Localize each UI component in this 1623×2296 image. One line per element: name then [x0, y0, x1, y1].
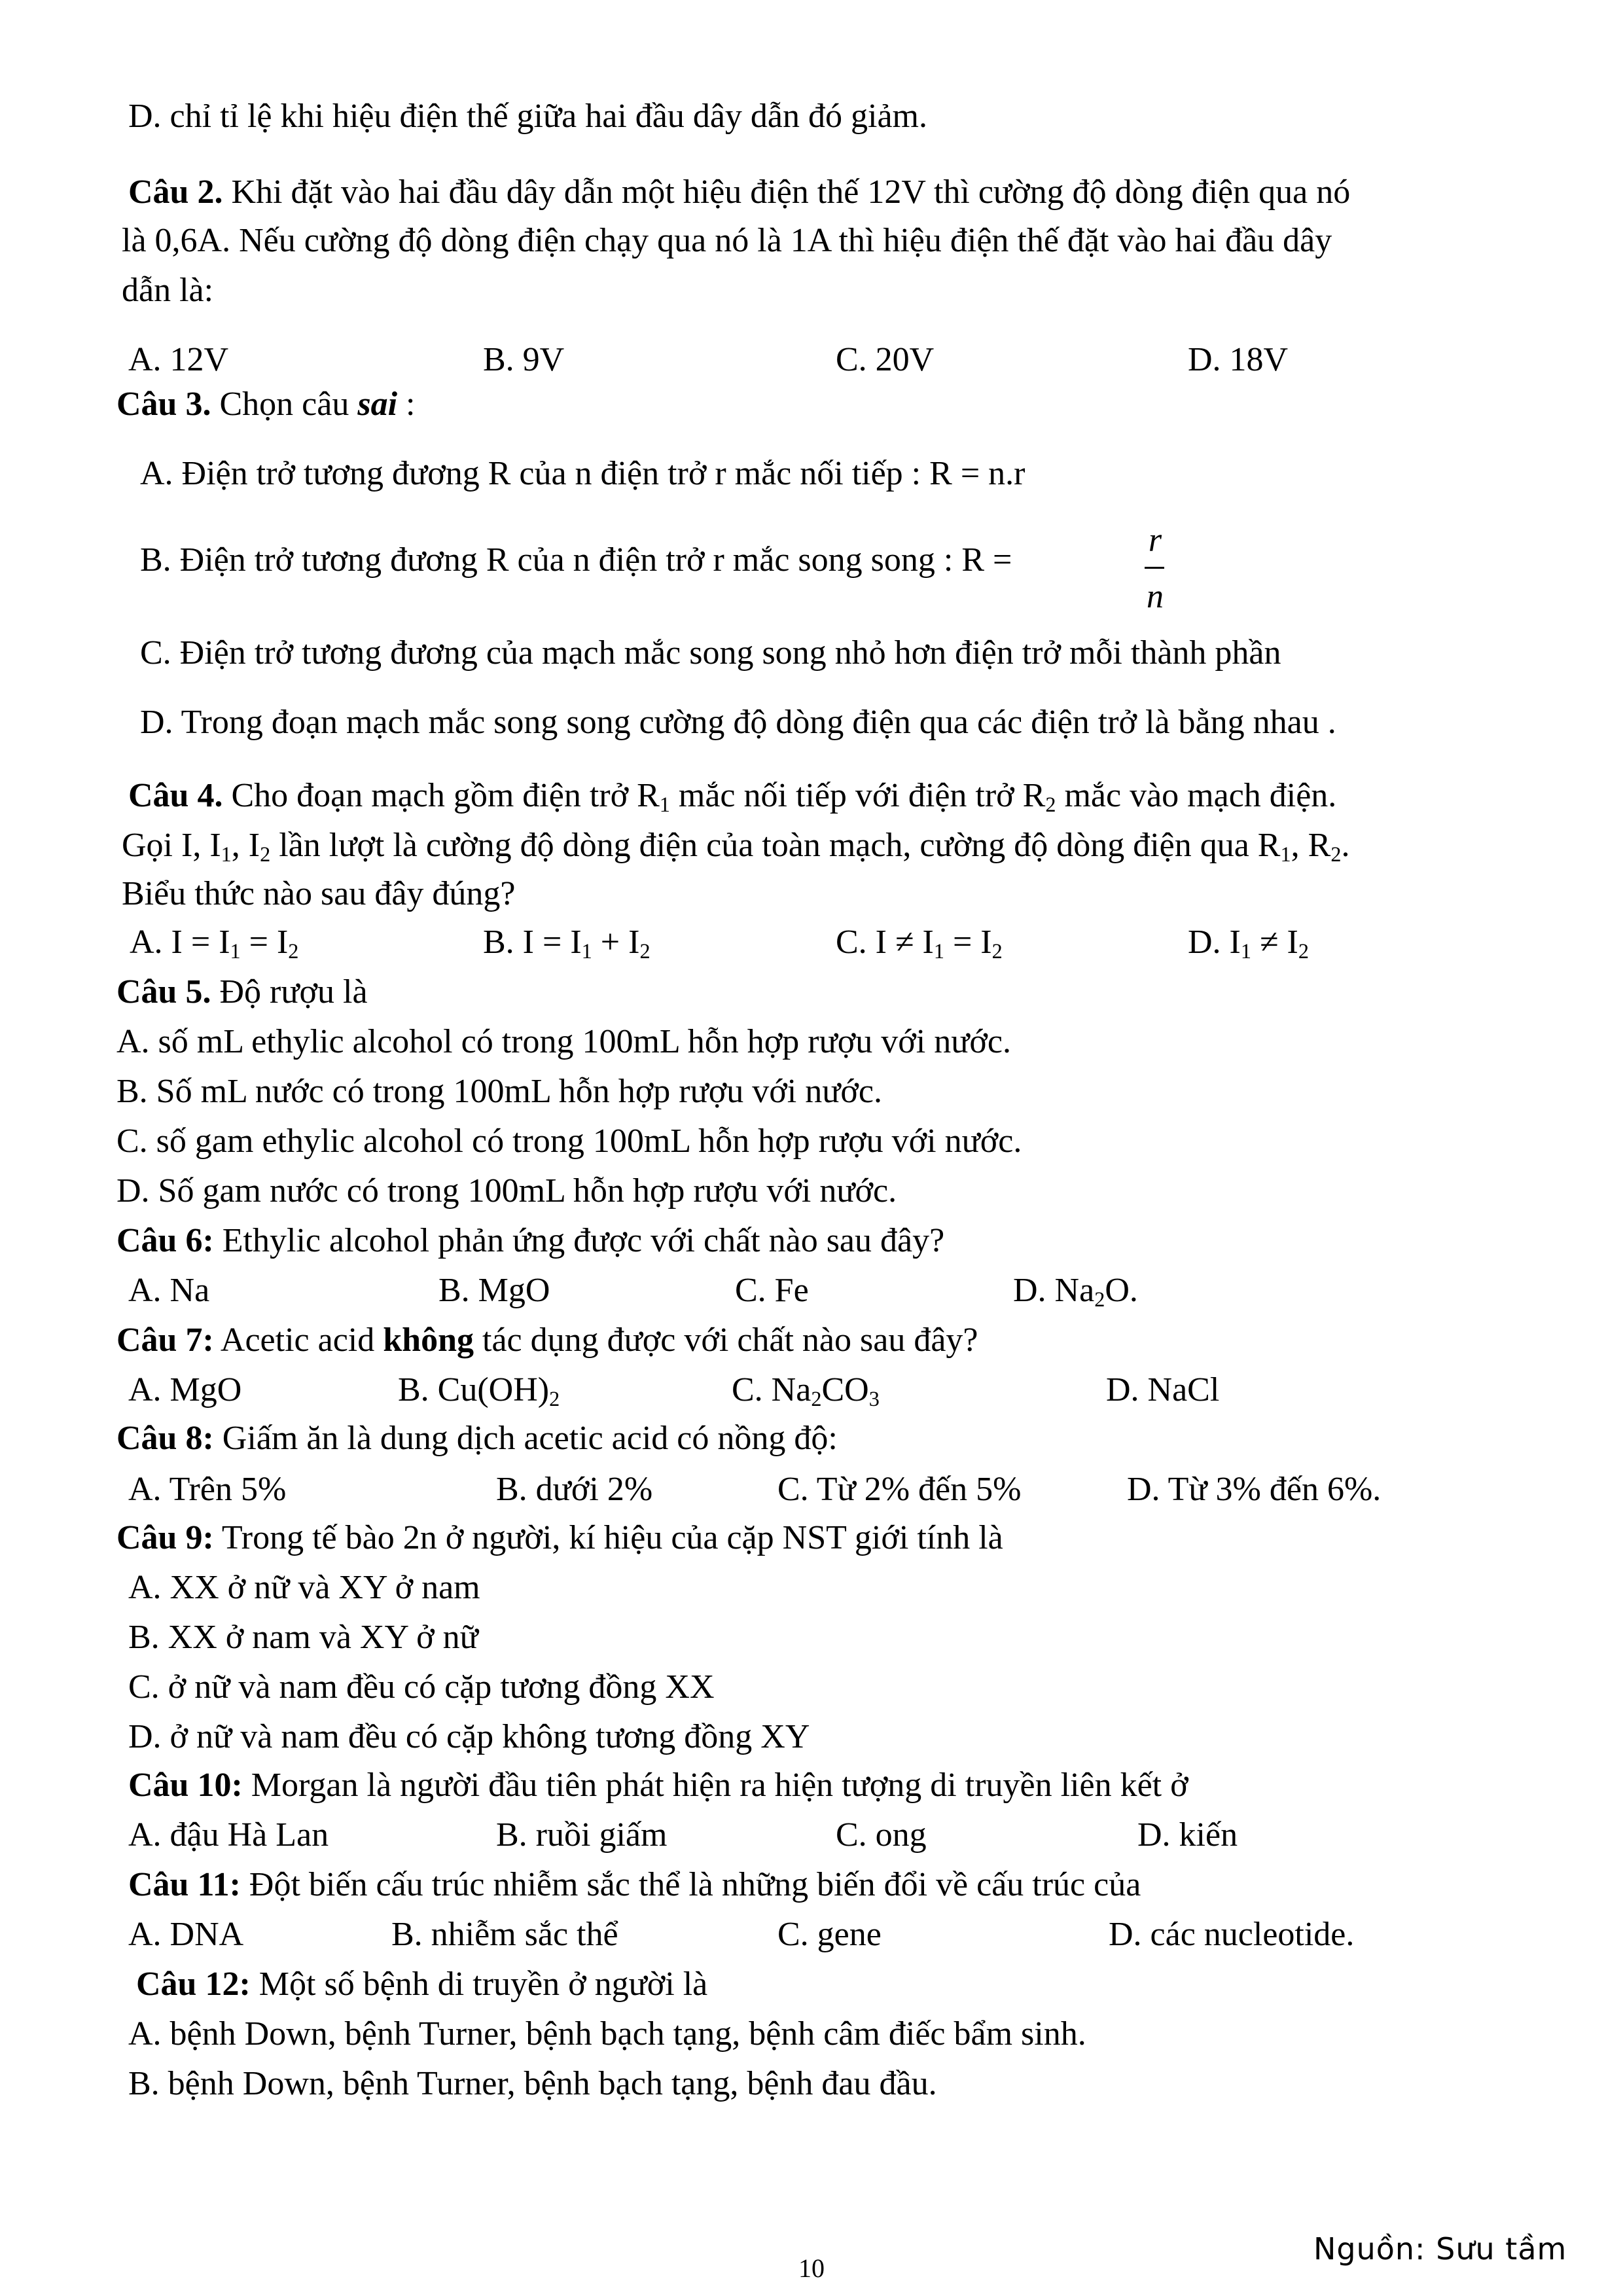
q11-option-d: D. các nucleotide. — [1109, 1916, 1355, 1953]
q7-option-b: B. $Cu(OH)_2$ — [398, 1371, 560, 1411]
q9-option-c: C. ở nữ và nam đều có cặp tương đồng XX — [128, 1668, 715, 1706]
q6-option-b: B. MgO — [438, 1272, 550, 1309]
q5-text: Độ rượu là — [211, 973, 368, 1011]
q8-label: Câu 8: — [116, 1420, 214, 1457]
q8-option-c: C. Từ 2% đến 5% — [777, 1471, 1022, 1508]
q2-line-3: dẫn là: — [122, 272, 214, 309]
q11-option-c: C. gene — [777, 1916, 882, 1953]
q7-option-a: A. MgO — [128, 1371, 242, 1408]
q3-option-b: B. Điện trở tương đương R của n điện trở r mắc song song : R = — [140, 541, 1012, 579]
q7-stem — [116, 1323, 978, 1357]
q6-stem — [116, 1224, 944, 1258]
q7-label: Câu 7: — [116, 1321, 214, 1359]
fraction-numerator: r — [1148, 522, 1162, 559]
q9-text: Trong tế bào 2n ở người, kí hiệu của cặp NST giới tính là — [213, 1519, 1003, 1556]
q3-prompt: Chọn câu — [211, 386, 358, 423]
q8-option-a: A. Trên 5% — [128, 1471, 287, 1508]
q1-option-d: D. chỉ tỉ lệ khi hiệu điện thế giữa hai đầu dây dẫn đó giảm. — [128, 98, 927, 135]
q10-option-a: A. đậu Hà Lan — [128, 1816, 329, 1854]
q10-label: Câu 10: — [128, 1767, 243, 1804]
q11-option-b: B. nhiễm sắc thể — [391, 1916, 618, 1953]
q10-option-d: D. kiến — [1137, 1816, 1238, 1854]
q2-option-d: D. 18V — [1188, 341, 1289, 378]
q2-option-b: B. 9V — [483, 341, 565, 378]
q6-label: Câu 6: — [116, 1222, 214, 1259]
q7-bold-word: không — [383, 1321, 474, 1359]
q4-option-d: D. $I_1 \ne I_2$ — [1188, 924, 1309, 963]
q3-colon: : — [397, 386, 416, 423]
q10-option-c: C. ong — [836, 1816, 927, 1854]
q9-label: Câu 9: — [116, 1519, 214, 1556]
q6-text: Ethylic alcohol phản ứng được với chất nào sau đây? — [213, 1222, 945, 1259]
q4-option-b: B. $I = I_1 + I_2$ — [483, 924, 651, 963]
fraction-bar — [1145, 567, 1164, 569]
q4-option-c: C. $I \ne I_1 = I_2$ — [836, 924, 1003, 963]
q11-label: Câu 11: — [128, 1866, 241, 1903]
q5-label: Câu 5. — [116, 973, 211, 1011]
q2-line-2: là 0,6A. Nếu cường độ dòng điện chạy qua nó là 1A thì hiệu điện thế đặt vào hai đầu dây — [122, 222, 1332, 259]
q7-option-d: D. NaCl — [1106, 1371, 1220, 1408]
q4-line-3: Biểu thức nào sau đây đúng? — [122, 875, 516, 912]
q4-text-2: lần lượt là cường độ dòng điện của toàn mạch, cường độ dòng điện qua R — [279, 827, 1281, 864]
q3-label: Câu 3. — [116, 386, 211, 423]
q3-option-a: A. Điện trở tương đương R của n điện trở r mắc nối tiếp : R = n.r — [140, 455, 1026, 492]
q9-option-d: D. ở nữ và nam đều có cặp không tương đồng XY — [128, 1718, 810, 1755]
q3-option-d: D. Trong đoạn mạch mắc song song cường độ dòng điện qua các điện trở là bằng nhau . — [140, 704, 1336, 741]
q4-line-1: Câu 4. Cho đoạn mạch gồm điện trở $R_1$ mắc nối tiếp với điện trở $R_2$ mắc vào mạch điện. — [128, 777, 1337, 817]
q9-option-b: B. XX ở nam và XY ở nữ — [128, 1619, 478, 1656]
q4-option-a: A. $I = I_1 = I_2$ — [130, 924, 299, 963]
q3-emphasis: sai — [357, 386, 398, 423]
q5-option-b: B. Số mL nước có trong 100mL hỗn hợp rượu với nước. — [116, 1073, 882, 1110]
q7-text-before: Acetic acid — [213, 1321, 383, 1359]
q5-option-a: A. số mL ethylic alcohol có trong 100mL hỗn hợp rượu với nước. — [116, 1023, 1011, 1060]
q11-text: Đột biến cấu trúc nhiễm sắc thể là những biến đổi về cấu trúc của — [240, 1866, 1141, 1903]
q8-stem — [116, 1422, 838, 1456]
q3-stem — [116, 387, 415, 422]
q12-option-a: A. bệnh Down, bệnh Turner, bệnh bạch tạng, bệnh câm điếc bẩm sinh. — [128, 2015, 1086, 2053]
q10-option-b: B. ruồi giấm — [496, 1816, 668, 1854]
q12-text: Một số bệnh di truyền ở người là — [250, 1965, 708, 2003]
source-credit: Nguồn: Sưu tầm — [1313, 2231, 1567, 2267]
q10-text: Morgan là người đầu tiên phát hiện ra hiện tượng di truyền liên kết ở — [242, 1767, 1188, 1804]
q6-option-a: A. Na — [128, 1272, 210, 1309]
q7-option-c: C. $Na_2CO_3$ — [732, 1371, 880, 1411]
q2-option-c: C. 20V — [836, 341, 935, 378]
q12-option-b: B. bệnh Down, bệnh Turner, bệnh bạch tạng, bệnh đau đầu. — [128, 2065, 937, 2102]
q7-text-after: tác dụng được với chất nào sau đây? — [474, 1321, 978, 1359]
fraction-denominator: n — [1147, 578, 1164, 615]
q2-option-a: A. 12V — [128, 341, 229, 378]
q6-option-d: D. $Na_2O$. — [1013, 1272, 1138, 1312]
q2-text-1: Khi đặt vào hai đầu dây dẫn một hiệu điện thế 12V thì cường độ dòng điện qua nó — [231, 173, 1351, 211]
q2-label: Câu 2. — [128, 173, 223, 211]
q8-text: Giấm ăn là dung dịch acetic acid có nồng độ: — [213, 1420, 838, 1457]
page-number: 10 — [798, 2253, 825, 2283]
q6-option-c: C. Fe — [735, 1272, 809, 1309]
q4-line-2: Gọi I, $I_1$, $I_2$ lần lượt là cường độ dòng điện của toàn mạch, cường độ dòng điện qua $R_1$, $R_2$. — [122, 827, 1350, 867]
q4-label: Câu 4. — [128, 777, 223, 814]
q8-option-d: D. Từ 3% đến 6%. — [1127, 1471, 1382, 1508]
q12-label: Câu 12: — [136, 1965, 251, 2003]
q9-option-a: A. XX ở nữ và XY ở nam — [128, 1569, 480, 1606]
q9-stem — [116, 1521, 1003, 1555]
q5-option-d: D. Số gam nước có trong 100mL hỗn hợp rượu với nước. — [116, 1172, 897, 1210]
q11-option-a: A. DNA — [128, 1916, 244, 1953]
q5-option-c: C. số gam ethylic alcohol có trong 100mL hỗn hợp rượu với nước. — [116, 1122, 1022, 1160]
q2-line-1 — [128, 175, 1350, 209]
q8-option-b: B. dưới 2% — [496, 1471, 653, 1508]
q12-stem — [136, 1967, 707, 2001]
q11-stem — [128, 1868, 1141, 1902]
q5-stem — [116, 975, 368, 1009]
q10-stem — [128, 1768, 1188, 1803]
q3-option-c: C. Điện trở tương đương của mạch mắc song song nhỏ hơn điện trở mỗi thành phần — [140, 634, 1281, 672]
